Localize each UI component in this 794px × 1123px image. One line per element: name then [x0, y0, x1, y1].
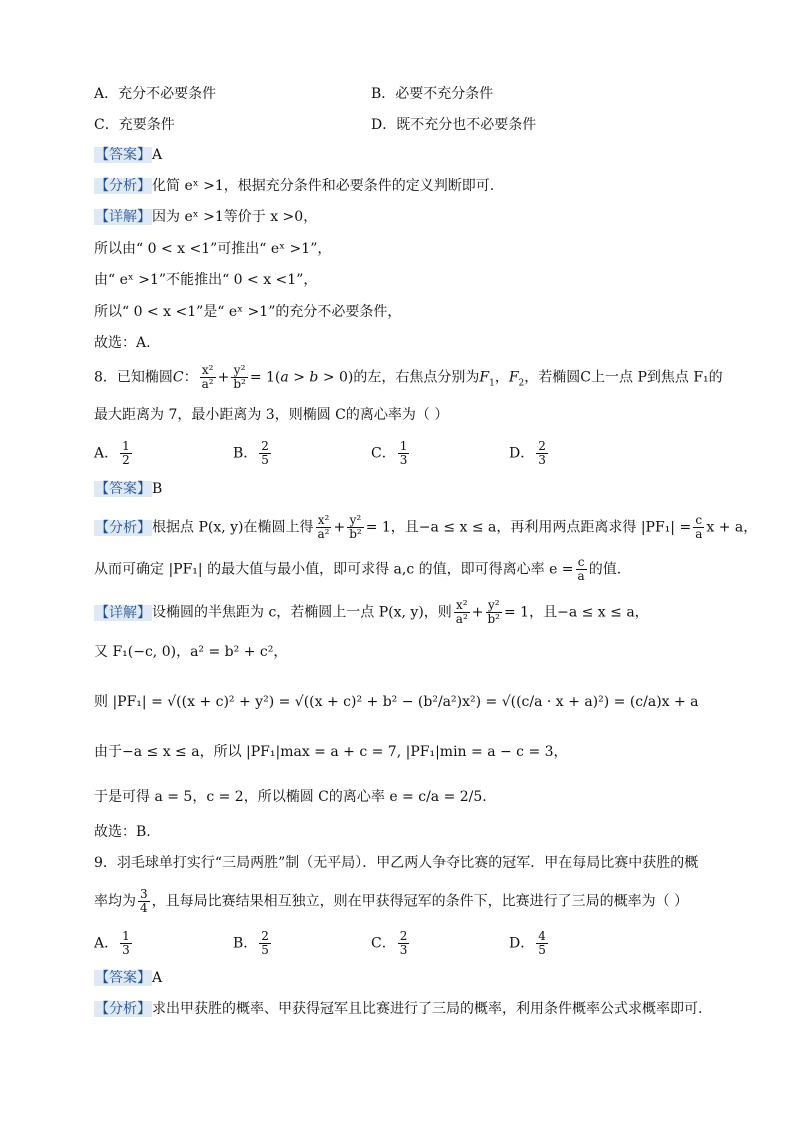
analysis-tag: 【分析】 [95, 1001, 151, 1017]
analysis-tag: 【分析】 [95, 519, 151, 536]
q9-answer [94, 968, 162, 988]
q9-option-a: A． $\frac{1}{3}$ [94, 929, 130, 957]
answer-tag: 【答案】 [95, 147, 151, 163]
analysis-tag: 【分析】 [95, 178, 151, 194]
detail-tag: 【详解】 [95, 604, 151, 621]
q7-option-c: C．充要条件 [94, 117, 175, 133]
q8-option-a: A． $\frac{1}{2}$ [94, 439, 130, 467]
q8-stem: 8．已知椭圆C： $\frac{\text{x²}}{\text{a²}}$ + $\frac{\text{y²}}{\text{b²}}$ = 1(a > b > 0)的左，右焦点分别为$F_1$，$F_2$，若椭圆C上一点 P到焦点 F₁的 [94, 363, 723, 391]
q8-detail-line5: 于是可得 a = 5，c = 2，所以椭圆 C的离心率 e = c/a = 2/5. [94, 789, 487, 805]
analysis-text: 化简 eˣ >1，根据充分条件和必要条件的定义判断即可. [152, 178, 495, 194]
q9-stem: 9．羽毛球单打实行“三局两胜”制（无平局）．甲乙两人争夺比赛的冠军．甲在每局比赛中获胜的概 [94, 855, 699, 871]
q8-analysis-line2: 从而可确定 |PF₁| 的最大值与最小值，即可求得 a,c 的值，即可得离心率 e = $\frac{c}{a}$ 的值. [94, 555, 622, 583]
q7-choose: 故选：A. [94, 335, 151, 351]
q7-detail-line: 由“ eˣ >1”不能推出“ 0 < x <1”， [94, 272, 318, 288]
q8-choose: 故选：B. [94, 824, 151, 840]
q7-detail-line: 所以由“ 0 < x <1”可推出“ eˣ >1”， [94, 241, 332, 257]
q9-option-d: D． $\frac{4}{5}$ [509, 929, 546, 957]
q7-analysis [94, 176, 494, 196]
answer-tag: 【答案】 [95, 970, 151, 986]
q8-stem-line2: 最大距离为 7，最小距离为 3，则椭圆 C的离心率为（ ） [94, 407, 449, 423]
q8-detail-line3: 则 |PF₁| = √((x + c)² + y²) = √((x + c)² + b² − (b²/a²)x²) = √((c/a · x + a)²) = (c/a)x + a [94, 694, 699, 710]
q8-detail-line2: 又 F₁(−c, 0)，a² = b² + c²， [94, 644, 288, 660]
q9-analysis: 【分析】求出甲获胜的概率、甲获得冠军且比赛进行了三局的概率，利用条件概率公式求概率即可. [95, 1001, 703, 1017]
q7-detail-line: 所以“ 0 < x <1”是“ eˣ >1”的充分不必要条件， [94, 304, 402, 320]
q9-option-c: C． $\frac{2}{3}$ [371, 929, 408, 957]
detail-tag: 【详解】 [95, 209, 151, 225]
answer-tag: 【答案】 [95, 481, 151, 497]
q8-analysis: 【分析】根据点 P(x, y)在椭圆上得 $\frac{\text{x²}}{\text{a²}}$ + $\frac{\text{y²}}{\text{b²}}$ = 1，且−a ≤ x ≤ a，再利用两点距离求得 |PF₁| = $\frac{c}{a}$ x + a， [95, 513, 758, 541]
q8-option-d: D． $\frac{2}{3}$ [509, 439, 546, 467]
q7-option-b: B．必要不充分条件 [371, 86, 494, 102]
q8-detail: 【详解】设椭圆的半焦距为 c，若椭圆上一点 P(x, y)，则 $\frac{\text{x²}}{\text{a²}}$ + $\frac{\text{y²}}{\text{b²}}$ = 1，且−a ≤ x ≤ a， [95, 598, 649, 626]
q9-option-b: B． $\frac{2}{5}$ [233, 929, 269, 957]
answer-value: A [152, 147, 163, 163]
detail-text: 因为 eˣ >1等价于 x >0， [152, 209, 318, 225]
q8-detail-line4: 由于−a ≤ x ≤ a，所以 |PF₁|max = a + c = 7, |PF₁|min = a − c = 3， [94, 744, 568, 760]
q8-option-c: C． $\frac{1}{3}$ [371, 439, 408, 467]
q7-answer [94, 145, 162, 165]
answer-value: B [152, 481, 163, 497]
q7-option-d: D．既不充分也不必要条件 [371, 117, 537, 133]
q7-detail [94, 207, 317, 227]
q9-stem-line2: 率均为 $\frac{3}{4}$ ，且每局比赛结果相互独立，则在甲获得冠军的条件下，比赛进行了三局的概率为（ ） [94, 887, 689, 915]
q8-answer [94, 479, 162, 499]
q8-option-b: B． $\frac{2}{5}$ [233, 439, 269, 467]
q7-option-a: A．充分不必要条件 [94, 86, 217, 102]
answer-value: A [152, 970, 163, 986]
